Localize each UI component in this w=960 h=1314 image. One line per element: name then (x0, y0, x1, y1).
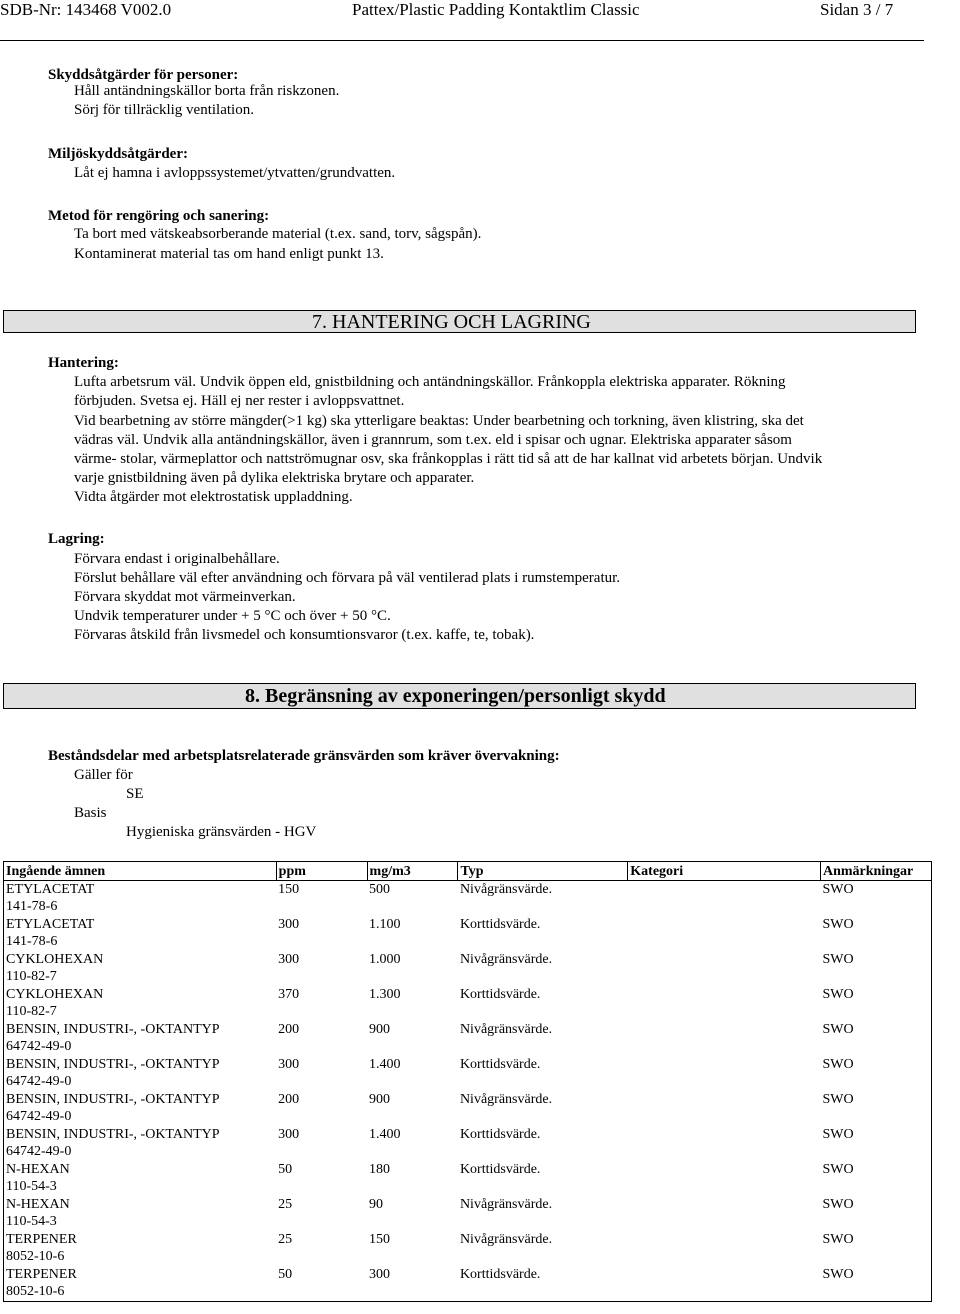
category-cell (628, 1126, 821, 1161)
column-header-remarks: Anmärkningar (821, 862, 932, 881)
ppm-cell: 150 (278, 882, 300, 897)
table-row (4, 1021, 932, 1056)
mgm3-cell: 900 (369, 1092, 391, 1107)
category-cell (628, 1231, 821, 1266)
cas-number: 141-78-6 (6, 899, 58, 914)
handling-line: vädras väl. Undvik alla antändningskällor, även i grannrum, som t.ex. eld i spisar och ugnar. Elektriska apparater såsom (74, 432, 792, 448)
section-8-title: 8. Begränsning av exponeringen/personligt skydd (245, 685, 666, 707)
table-row (4, 881, 932, 917)
cas-number: 110-54-3 (6, 1179, 57, 1194)
table-row (4, 1126, 932, 1161)
substance-name: N-HEXAN (6, 1197, 70, 1212)
substance-cell (4, 1196, 277, 1231)
handling-line: Vidta åtgärder mot elektrostatisk uppladdning. (74, 489, 353, 505)
category-cell (628, 1021, 821, 1056)
category-cell (628, 1056, 821, 1091)
mgm3-cell: 1.400 (369, 1057, 401, 1072)
table-row (4, 1091, 932, 1126)
ppm-cell: 300 (278, 1057, 300, 1072)
substance-cell (4, 1056, 277, 1091)
substance-name: ETYLACETAT (6, 917, 95, 932)
substance-name: TERPENER (6, 1267, 77, 1282)
remarks-cell: SWO (821, 1021, 932, 1056)
handling-line: varje gnistbildning även på dylika elektriska brytare och apparater. (74, 470, 475, 486)
handling-line: förbjuden. Svetsa ej. Häll ej ner rester i avloppsvattnet. (74, 393, 405, 409)
category-cell (628, 881, 821, 917)
mgm3-cell: 1.100 (369, 917, 401, 932)
cas-number: 110-54-3 (6, 1214, 57, 1229)
column-header-category: Kategori (628, 862, 821, 881)
storage-line: Förvara endast i originalbehållare. (74, 551, 280, 567)
cas-number: 64742-49-0 (6, 1039, 72, 1054)
ppm-cell: 370 (278, 987, 300, 1002)
cas-number: 110-82-7 (6, 1004, 57, 1019)
mgm3-cell: 180 (369, 1162, 391, 1177)
mgm3-cell: 150 (369, 1232, 391, 1247)
substance-cell (4, 986, 277, 1021)
remarks-cell: SWO (821, 1091, 932, 1126)
section-7-title: 7. HANTERING OCH LAGRING (312, 311, 591, 333)
table-row (4, 1266, 932, 1302)
table-row (4, 986, 932, 1021)
personal-protection-label: Skyddsåtgärder för personer: (48, 67, 239, 83)
type-cell: Korttidsvärde. (459, 1127, 541, 1142)
cleanup-label: Metod för rengöring och sanering: (48, 208, 270, 224)
category-cell (628, 916, 821, 951)
mgm3-cell: 300 (367, 1266, 458, 1302)
ppm-cell: 300 (278, 1127, 300, 1142)
substance-name: N-HEXAN (6, 1162, 70, 1177)
handling-line: Lufta arbetsrum väl. Undvik öppen eld, gnistbildning och antändningskällor. Frånkoppla elektriska apparater. Rökning (74, 374, 786, 390)
category-cell (628, 1091, 821, 1126)
cleanup-line: Kontaminerat material tas om hand enligt punkt 13. (74, 246, 384, 262)
substance-name: TERPENER (6, 1232, 77, 1247)
mgm3-cell: 90 (369, 1197, 384, 1212)
category-cell (628, 1196, 821, 1231)
remarks-cell: SWO (821, 1126, 932, 1161)
mgm3-cell: 900 (369, 1022, 391, 1037)
substance-cell (4, 1231, 277, 1266)
header-rule (0, 40, 924, 41)
handling-label: Hantering: (48, 355, 119, 371)
ppm-cell: 200 (278, 1022, 300, 1037)
ppm-cell: 25 (278, 1232, 293, 1247)
category-cell (628, 986, 821, 1021)
remarks-cell: SWO (821, 1056, 932, 1091)
substance-name: CYKLOHEXAN (6, 987, 104, 1002)
cas-number: 141-78-6 (6, 934, 58, 949)
substance-name: ETYLACETAT (6, 882, 95, 897)
table-row (4, 1161, 932, 1196)
ppm-cell: 300 (278, 952, 300, 967)
storage-line: Förslut behållare väl efter användning och förvara på väl ventilerad plats i rumstemperatur. (74, 570, 621, 586)
personal-line: Håll antändningskällor borta från riskzonen. (74, 83, 340, 99)
mgm3-cell: 1.300 (369, 987, 401, 1002)
type-cell: Nivågränsvärde. (459, 882, 553, 897)
ppm-cell: 300 (278, 917, 300, 932)
substance-name: BENSIN, INDUSTRI-, -OKTANTYP (6, 1127, 220, 1142)
ppm-cell: 200 (278, 1092, 300, 1107)
handling-line: Vid bearbetning av större mängder(>1 kg) ska ytterligare beaktas: Under bearbetning och torkning, även klistring, ska det (74, 413, 804, 429)
substance-cell (4, 1266, 277, 1302)
type-cell: Nivågränsvärde. (459, 1022, 553, 1037)
page-number: Sidan 3 / 7 (820, 0, 894, 19)
column-header-ppm: ppm (276, 862, 367, 881)
substance-cell (4, 1091, 277, 1126)
mgm3-cell: 500 (369, 882, 391, 897)
substance-name: BENSIN, INDUSTRI-, -OKTANTYP (6, 1057, 220, 1072)
cas-number: 110-82-7 (6, 969, 57, 984)
table-row (4, 1056, 932, 1091)
section-8-header (3, 683, 916, 709)
remarks-cell: SWO (821, 1231, 932, 1266)
category-cell (628, 951, 821, 986)
ppm-cell: 25 (278, 1197, 293, 1212)
basis-label: Basis (74, 805, 107, 821)
cleanup-line: Ta bort med vätskeabsorberande material (t.ex. sand, torv, sågspån). (74, 226, 482, 242)
type-cell: Korttidsvärde. (459, 1057, 541, 1072)
type-cell: Korttidsvärde. (459, 917, 541, 932)
remarks-cell: SWO (821, 986, 932, 1021)
remarks-cell: SWO (821, 1161, 932, 1196)
storage-line: Förvaras åtskild från livsmedel och konsumtionsvaror (t.ex. kaffe, te, tobak). (74, 627, 535, 643)
remarks-cell: SWO (821, 1196, 932, 1231)
column-header-substance: Ingående ämnen (4, 862, 277, 881)
product-name: Pattex/Plastic Padding Kontaktlim Classic (352, 0, 640, 19)
substance-cell (4, 1161, 277, 1196)
type-cell: Nivågränsvärde. (459, 1092, 553, 1107)
category-cell (628, 1266, 821, 1302)
ppm-cell: 50 (276, 1266, 367, 1302)
personal-line: Sörj för tillräcklig ventilation. (74, 102, 254, 118)
type-cell: Nivågränsvärde. (459, 1232, 553, 1247)
storage-label: Lagring: (48, 531, 105, 547)
substance-cell (4, 916, 277, 951)
type-cell: Nivågränsvärde. (459, 952, 553, 967)
sdb-number: SDB-Nr: 143468 V002.0 (0, 0, 172, 19)
cas-number: 64742-49-0 (6, 1109, 72, 1124)
table-row (4, 951, 932, 986)
column-header-mgm3: mg/m3 (367, 862, 458, 881)
mgm3-cell: 1.400 (369, 1127, 401, 1142)
applies-label: Gäller för (74, 767, 133, 783)
substance-cell (4, 1021, 277, 1056)
ppm-cell: 50 (278, 1162, 293, 1177)
remarks-cell: SWO (821, 916, 932, 951)
type-cell: Korttidsvärde. (459, 1162, 541, 1177)
substance-cell (4, 881, 277, 917)
table-row (4, 1231, 932, 1266)
storage-line: Undvik temperaturer under + 5 °C och över + 50 °C. (74, 608, 391, 624)
environment-line: Låt ej hamna i avloppssystemet/ytvatten/grundvatten. (74, 165, 396, 181)
handling-line: värme- stolar, värmeplattor och nattströmugnar osv, ska frånkopplas i rätt tid så att de har kallnat vid arbetets början. Undvik (74, 451, 823, 467)
applies-value: SE (126, 786, 144, 802)
storage-line: Förvara skyddat mot värmeinverkan. (74, 589, 296, 605)
substance-name: BENSIN, INDUSTRI-, -OKTANTYP (6, 1092, 220, 1107)
basis-value: Hygieniska gränsvärden - HGV (126, 824, 317, 840)
remarks-cell: SWO (821, 881, 932, 917)
column-header-type: Typ (458, 862, 628, 881)
substance-cell (4, 1126, 277, 1161)
substance-name: BENSIN, INDUSTRI-, -OKTANTYP (6, 1022, 220, 1037)
cas-number: 8052-10-6 (6, 1249, 65, 1264)
type-cell: Korttidsvärde. (458, 1266, 628, 1302)
cas-number: 8052-10-6 (6, 1284, 65, 1299)
type-cell: Korttidsvärde. (459, 987, 541, 1002)
substance-cell (4, 951, 277, 986)
table-header-row (4, 862, 932, 881)
cas-number: 64742-49-0 (6, 1074, 72, 1089)
mgm3-cell: 1.000 (369, 952, 401, 967)
limits-label: Beståndsdelar med arbetsplatsrelaterade gränsvärden som kräver övervakning: (48, 748, 560, 764)
table-row (4, 916, 932, 951)
table-row (4, 1196, 932, 1231)
substance-name: CYKLOHEXAN (6, 952, 104, 967)
remarks-cell: SWO (821, 951, 932, 986)
environment-label: Miljöskyddsåtgärder: (48, 146, 188, 162)
category-cell (628, 1161, 821, 1196)
type-cell: Nivågränsvärde. (459, 1197, 553, 1212)
cas-number: 64742-49-0 (6, 1144, 72, 1159)
remarks-cell: SWO (821, 1266, 932, 1302)
exposure-limits-table (3, 861, 932, 1302)
section-7-header (3, 310, 916, 333)
